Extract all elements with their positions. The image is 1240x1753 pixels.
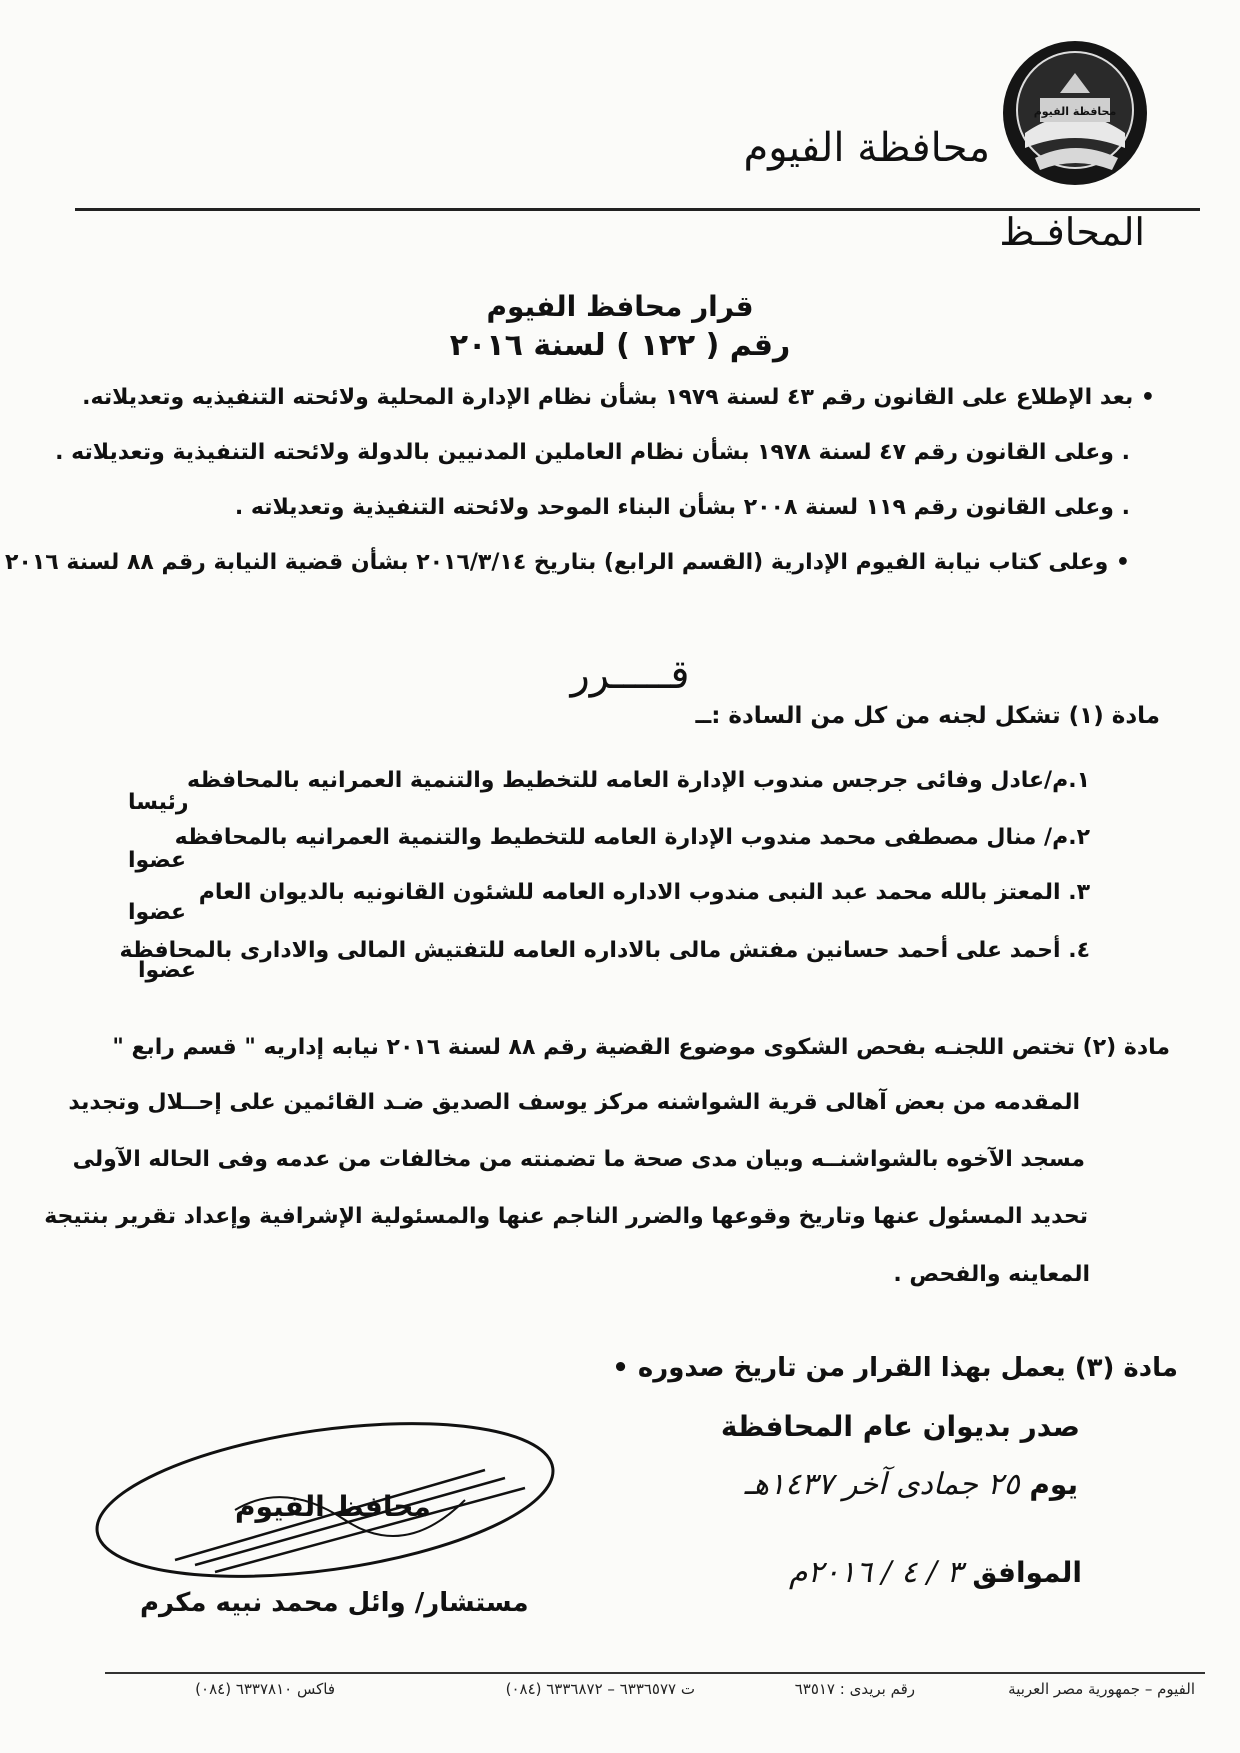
gregorian-date-row — [789, 1555, 1082, 1590]
article-3: مادة (٣) يعمل بهذا القرار من تاريخ صدوره • — [612, 1353, 1178, 1383]
article-2-line-4: تحديد المسئول عنها وتاريخ وقوعها والضرر الناجم عنها والمسئولية الإشرافية وإعداد تقرير بنتيجة — [44, 1204, 1088, 1229]
governorate-name: محافظة الفيوم — [743, 125, 990, 171]
signatory-name: مستشار/ وائل محمد نبيه مكرم — [140, 1588, 529, 1618]
footer-postal: رقم بريدى : ٦٣٥١٧ — [794, 1680, 915, 1698]
member-3: ٣. المعتز بالله محمد عبد النبى مندوب الاداره العامه للشئون القانونيه بالديوان العام — [198, 880, 1090, 905]
member-4: ٤. أحمد على أحمد حسانين مفتش مالى بالاداره العامه للتفتيش المالى والادارى بالمحافظة — [119, 938, 1090, 963]
corresponding-label: الموافق — [972, 1556, 1082, 1589]
governorate-seal-icon — [1000, 38, 1150, 188]
footer-address: الفيوم – جمهورية مصر العربية — [1008, 1680, 1195, 1698]
article-1-heading: مادة (١) تشكل لجنه من كل من السادة :ــ — [695, 703, 1160, 729]
member-2-role: عضوا — [128, 848, 187, 873]
preamble-line-4: • وعلى كتاب نيابة الفيوم الإدارية (القسم الرابع) بتاريخ ٢٠١٦/٣/١٤ بشأن قضية النيابة رقم ٨٨ لسنة ٢٠١٦ — [4, 550, 1130, 575]
article-2-line-2: المقدمه من بعض آهالى قرية الشواشنه مركز يوسف الصديق ضـد القائمين على إحــلال وتجديد — [68, 1090, 1080, 1115]
member-4-role: عضوا — [138, 958, 197, 983]
member-3-role: عضوا — [128, 900, 187, 925]
footer-fax: فاكس ٦٣٣٧٨١٠ (٠٨٤) — [195, 1680, 335, 1698]
article-2-line-3: مسجد الآخوه بالشواشنــه وبيان مدى صحة ما تضمنته من مخالفات من عدمه وفى الحاله الآولى — [72, 1147, 1085, 1172]
hijri-date: ٢٥ جمادى آخر ١٤٣٧هـ — [744, 1467, 1020, 1502]
footer-divider — [105, 1672, 1205, 1674]
decision-title: قرار محافظ الفيوم — [486, 290, 754, 323]
seal-text: محافظة الفيوم — [1033, 105, 1117, 118]
member-1-role: رئيسا — [128, 790, 189, 815]
member-1: ١.م/عادل وفائى جرجس مندوب الإدارة العامه للتخطيط والتنمية العمرانيه بالمحافظه — [186, 768, 1090, 793]
office-label: المحافـظ — [999, 210, 1145, 254]
article-2-line-5: المعاينه والفحص . — [893, 1262, 1090, 1287]
decision-number: رقم ( ١٢٢ ) لسنة ٢٠١٦ — [449, 328, 791, 363]
member-2: ٢.م/ منال مصطفى محمد مندوب الإدارة العامه للتخطيط والتنمية العمرانيه بالمحافظه — [174, 825, 1090, 850]
footer-phone: ت ٦٣٣٦٥٧٧ – ٦٣٣٦٨٧٢ (٠٨٤) — [505, 1680, 695, 1698]
article-2-line-1: مادة (٢) تختص اللجنـه بفحص الشكوى موضوع القضية رقم ٨٨ لسنة ٢٠١٦ نيابه إداريه " قسم رابع " — [112, 1035, 1170, 1060]
issued-at: صدر بديوان عام المحافظة — [720, 1410, 1080, 1443]
preamble-line-1: • بعد الإطلاع على القانون رقم ٤٣ لسنة ١٩٧٩ بشأن نظام الإدارة المحلية ولائحته التنفيذيه وتعديلاته. — [82, 385, 1155, 410]
day-label: يوم — [1029, 1468, 1078, 1501]
preamble-line-2: . وعلى القانون رقم ٤٧ لسنة ١٩٧٨ بشأن نظام العاملين المدنيين بالدولة ولائحته التنفيذية وتعديلاته . — [55, 440, 1130, 465]
gregorian-date: ٣ / ٤ / ٢٠١٦م — [788, 1555, 963, 1590]
preamble-line-3: . وعلى القانون رقم ١١٩ لسنة ٢٠٠٨ بشأن البناء الموحد ولائحته التنفيذية وتعديلاته . — [234, 495, 1130, 520]
hijri-date-row — [744, 1467, 1078, 1502]
decided-heading: قـــــرر — [570, 652, 690, 698]
signatory-title: محافظ الفيوم — [235, 1490, 431, 1523]
